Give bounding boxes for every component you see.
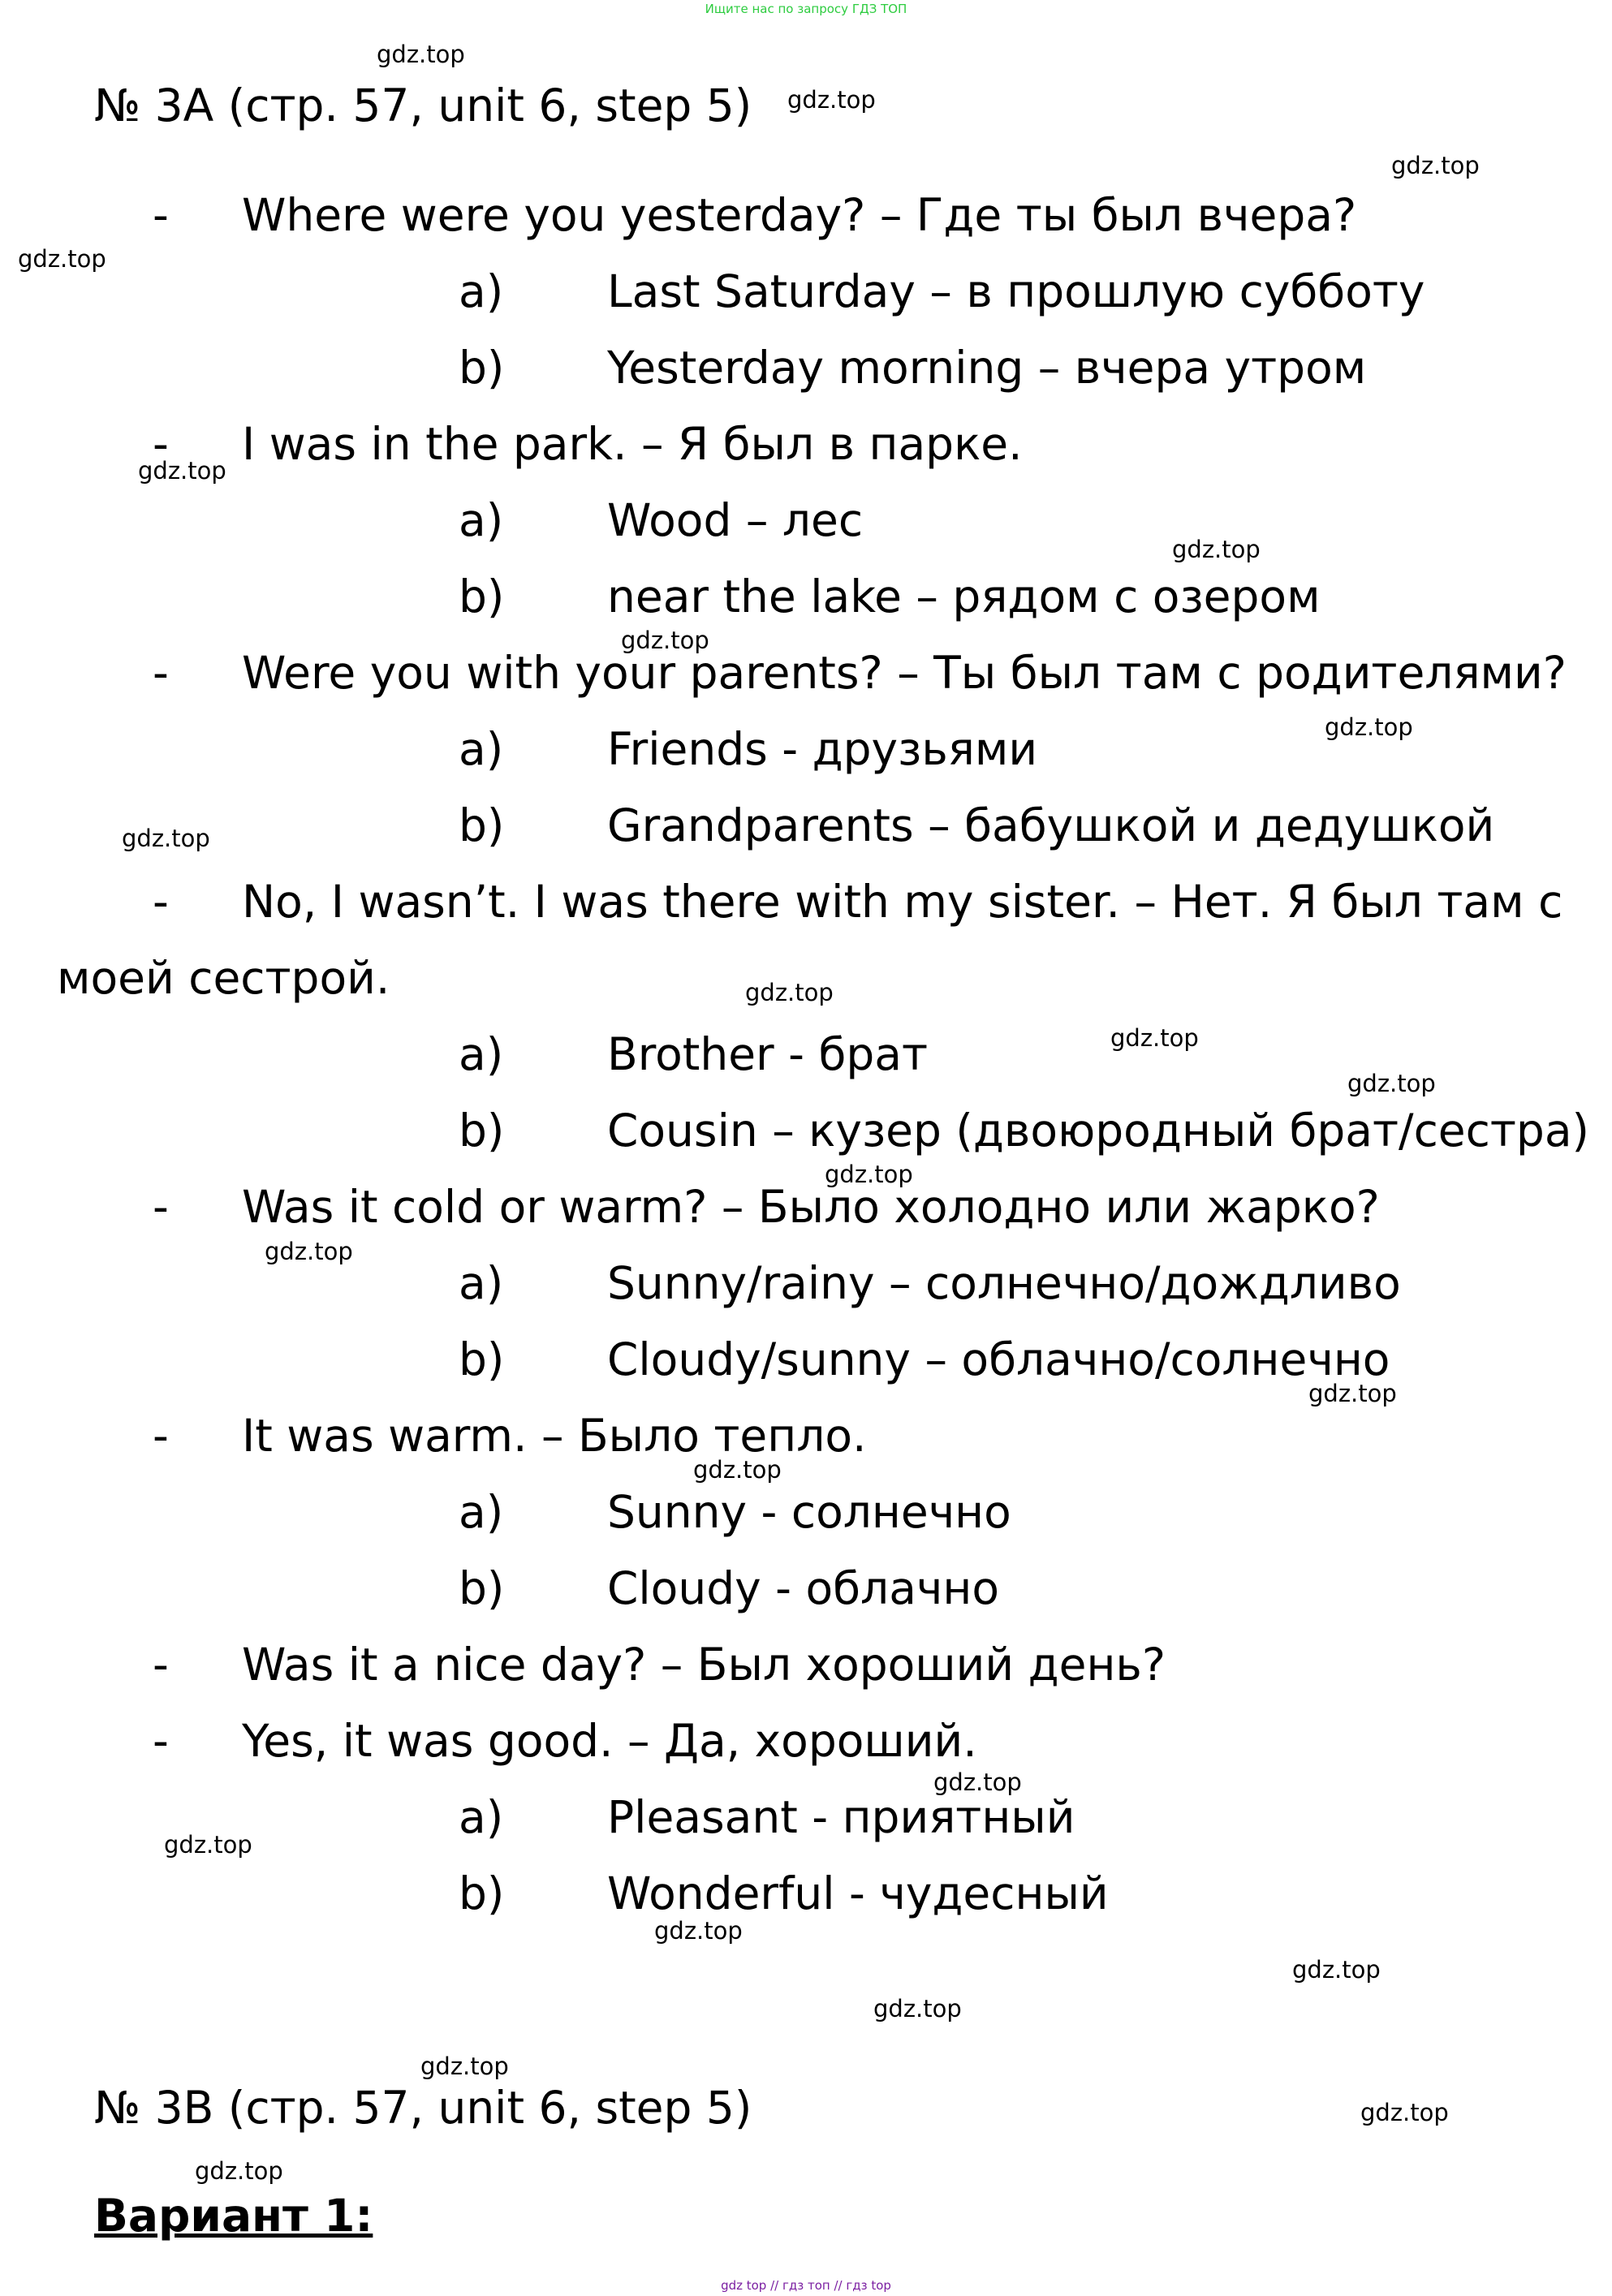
- option-label: b): [459, 1867, 505, 1919]
- dialogue-line: I was in the park. – Я был в парке.: [242, 418, 1023, 470]
- option-text: Pleasant - приятный: [607, 1791, 1075, 1843]
- dash: -: [153, 1639, 169, 1691]
- watermark: gdz.top: [420, 2053, 509, 2080]
- dialogue-line: Was it a nice day? – Был хороший день?: [242, 1639, 1166, 1691]
- option-label: a): [459, 1486, 504, 1538]
- watermark: gdz.top: [377, 41, 465, 68]
- watermark: gdz.top: [933, 1768, 1022, 1796]
- option-label: a): [459, 723, 504, 775]
- option-text: Cloudy - облачно: [607, 1562, 999, 1614]
- watermark: gdz.top: [1325, 713, 1413, 741]
- option-text: Sunny/rainy – солнечно/дождливо: [607, 1257, 1401, 1309]
- option-label: a): [459, 1028, 504, 1080]
- option-text: Last Saturday – в прошлую субботу: [607, 265, 1425, 317]
- dialogue-line: No, I wasn’t. I was there with my sister. – Нет. Я был там с: [242, 876, 1563, 928]
- option-text: near the lake – рядом с озером: [607, 571, 1321, 622]
- watermark: gdz.top: [138, 457, 226, 485]
- dash: -: [153, 647, 169, 699]
- option-text: Yesterday morning – вчера утром: [607, 342, 1367, 394]
- option-text: Sunny - солнечно: [607, 1486, 1011, 1538]
- watermark: gdz.top: [1308, 1380, 1397, 1407]
- watermark: gdz.top: [18, 245, 106, 273]
- option-text: Cloudy/sunny – облачно/солнечно: [607, 1333, 1390, 1385]
- option-label: a): [459, 1791, 504, 1843]
- dialogue-line: Was it cold or warm? – Было холодно или жарко?: [242, 1181, 1380, 1233]
- option-text: Cousin – кузер (двоюродный брат/сестра): [607, 1105, 1589, 1157]
- watermark: gdz.top: [621, 627, 709, 654]
- option-label: a): [459, 494, 504, 546]
- option-text: Friends - друзьями: [607, 723, 1038, 775]
- watermark: gdz.top: [654, 1917, 743, 1945]
- footer: gdz top // гдз топ // гдз top: [721, 2278, 891, 2293]
- watermark: gdz.top: [122, 825, 210, 852]
- option-label: b): [459, 799, 505, 851]
- watermark: gdz.top: [745, 979, 834, 1006]
- dash: -: [153, 189, 169, 241]
- variant-heading: Вариант 1:: [94, 2190, 373, 2242]
- watermark: gdz.top: [787, 86, 876, 114]
- option-label: a): [459, 265, 504, 317]
- exercise-3b-heading: № 3В (стр. 57, unit 6, step 5): [94, 2082, 752, 2134]
- option-label: a): [459, 1257, 504, 1309]
- dash: -: [153, 1181, 169, 1233]
- watermark: gdz.top: [1347, 1070, 1436, 1097]
- dialogue-line: Where were you yesterday? – Где ты был вчера?: [242, 189, 1357, 241]
- dialogue-line: Yes, it was good. – Да, хороший.: [242, 1715, 977, 1767]
- dash: -: [153, 1410, 169, 1462]
- watermark: gdz.top: [693, 1456, 782, 1484]
- watermark: gdz.top: [1391, 152, 1480, 179]
- option-text: Wood – лес: [607, 494, 864, 546]
- option-label: b): [459, 1562, 505, 1614]
- option-label: b): [459, 1105, 505, 1157]
- dialogue-line-continuation: моей сестрой.: [57, 952, 390, 1004]
- dash: -: [153, 1715, 169, 1767]
- watermark: gdz.top: [1360, 2099, 1449, 2126]
- watermark: gdz.top: [195, 2157, 283, 2185]
- option-label: b): [459, 342, 505, 394]
- watermark: gdz.top: [164, 1831, 252, 1859]
- watermark: gdz.top: [1110, 1024, 1199, 1052]
- watermark: gdz.top: [873, 1995, 962, 2022]
- exercise-3a-heading: № 3А (стр. 57, unit 6, step 5): [94, 80, 752, 131]
- watermark: gdz.top: [1172, 536, 1261, 563]
- dash: -: [153, 418, 169, 470]
- watermark: gdz.top: [1292, 1956, 1381, 1984]
- top-banner: Ищите нас по запросу ГДЗ ТОП: [705, 2, 907, 16]
- watermark: gdz.top: [825, 1161, 913, 1188]
- option-text: Wonderful - чудесный: [607, 1867, 1109, 1919]
- dialogue-line: It was warm. – Было тепло.: [242, 1410, 867, 1462]
- option-text: Grandparents – бабушкой и дедушкой: [607, 799, 1495, 851]
- watermark: gdz.top: [265, 1238, 353, 1265]
- dash: -: [153, 876, 169, 928]
- dialogue-line: Were you with your parents? – Ты был там с родителями?: [242, 647, 1567, 699]
- option-label: b): [459, 1333, 505, 1385]
- option-text: Brother - брат: [607, 1028, 929, 1080]
- option-label: b): [459, 571, 505, 622]
